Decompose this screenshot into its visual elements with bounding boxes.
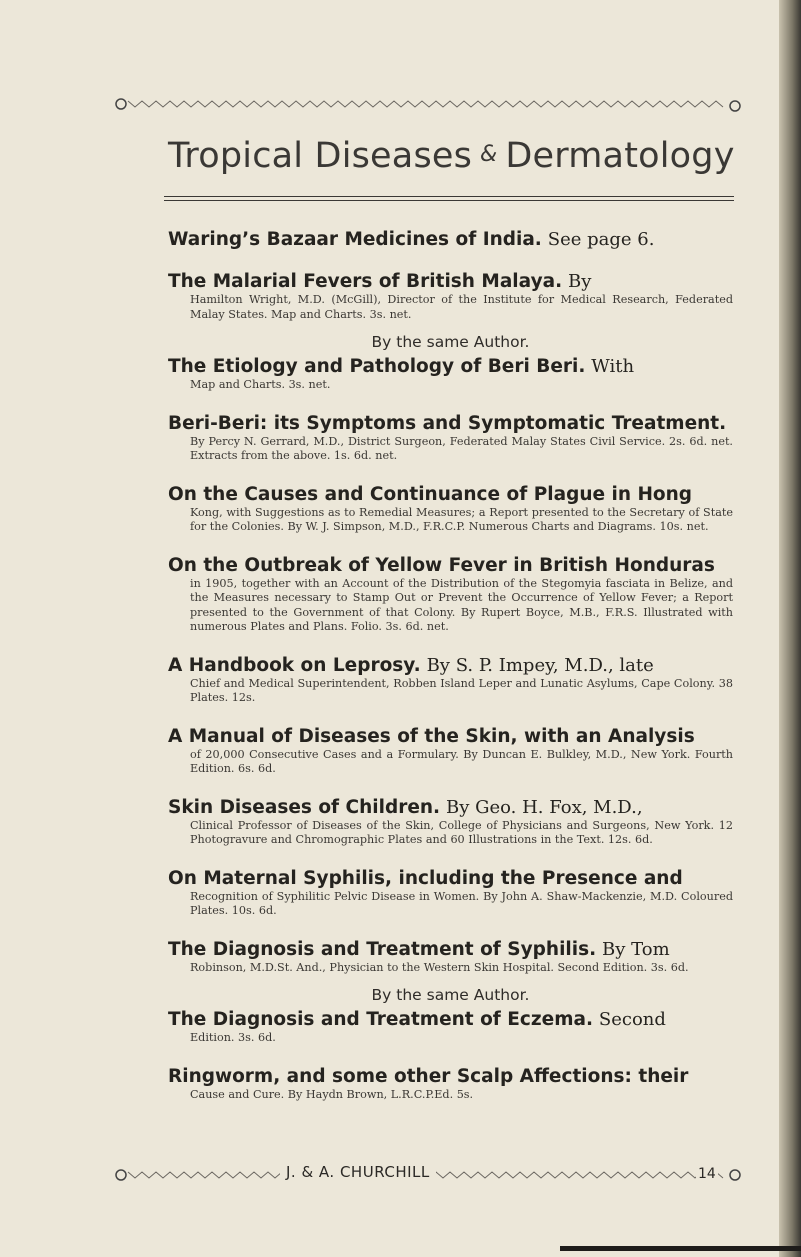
header-ampersand: &: [480, 142, 498, 167]
entry-description: By Percy N. Gerrard, M.D., District Surgeon, Federated Malay States Civil Service. 2s. 6d. net. Extracts from the above. 1s. 6d. net.: [190, 434, 733, 462]
catalogue-entry: [168, 867, 733, 919]
publisher-name: J. & A. CHURCHILL: [280, 1163, 436, 1181]
entry-description: Clinical Professor of Diseases of the Skin, College of Physicians and Surgeons, New York. 12 Photogravure and Chromographic Plates and 60 Illustrations in the Text. 12s. 6d.: [190, 818, 733, 846]
catalogue-list: [168, 228, 733, 1121]
header-rule-top: [164, 196, 734, 197]
entry-title: A Handbook on Leprosy.: [168, 654, 421, 676]
entry-title-tail: With: [591, 356, 635, 377]
entry-title-tail: See page 6.: [547, 229, 655, 250]
catalogue-entry: [168, 796, 733, 848]
entry-title: On the Causes and Continuance of Plague in Hong: [168, 483, 693, 505]
same-author-note-2: By the same Author.: [371, 986, 530, 1004]
bottom-left-ring: [116, 1170, 126, 1180]
entry-description: Kong, with Suggestions as to Remedial Measures; a Report presented to the Secretary of State for the Colonies. By W. J. Simpson, M.D., F.R.C.P. Numerous Charts and Diagrams. 10s. net.: [190, 505, 733, 533]
entry-title-tail: By: [568, 271, 592, 292]
top-wave-line: [128, 101, 723, 107]
entry-title: The Etiology and Pathology of Beri Beri.: [168, 356, 586, 377]
entry-title: On Maternal Syphilis, including the Presence and: [168, 867, 683, 889]
catalogue-entry: [168, 483, 733, 535]
entry-description: Cause and Cure. By Haydn Brown, L.R.C.P.Ed. 5s.: [190, 1087, 474, 1101]
entry-title: Ringworm, and some other Scalp Affections: their: [168, 1065, 689, 1087]
entry-title: A Manual of Diseases of the Skin, with an Analysis: [168, 725, 695, 747]
entry-title: Beri-Beri: its Symptoms and Symptomatic Treatment.: [168, 412, 727, 434]
top-ornamental-border: [0, 85, 801, 125]
bottom-right-ring: [730, 1170, 740, 1180]
catalogue-entry: [168, 355, 733, 393]
top-right-ring: [730, 101, 740, 111]
entry-description: Hamilton Wright, M.D. (McGill), Director of the Institute for Medical Research, Federated Malay States. Map and Charts. 3s. net.: [190, 293, 733, 321]
entry-title: The Diagnosis and Treatment of Syphilis.: [168, 938, 597, 960]
catalogue-entry: [168, 654, 733, 706]
catalogue-entry: [168, 725, 733, 777]
entry-title: Skin Diseases of Children.: [168, 796, 441, 818]
entry-title-tail: By S. P. Impey, M.D., late: [426, 654, 654, 676]
entry-description: Chief and Medical Superintendent, Robben Island Leper and Lunatic Asylums, Cape Colony. 38 Plates. 12s.: [190, 676, 733, 704]
entry-title: On the Outbreak of Yellow Fever in British Honduras: [168, 554, 715, 576]
page-edge-shadow: [779, 0, 801, 1257]
entry-title: The Diagnosis and Treatment of Eczema.: [168, 1009, 593, 1030]
entry-title-tail: Second: [598, 1009, 666, 1030]
catalogue-entry: [168, 228, 733, 251]
page-number: 14: [698, 1166, 716, 1182]
entry-title: Waring’s Bazaar Medicines of India.: [168, 229, 542, 250]
catalogue-entry: [168, 412, 733, 464]
page-bottom-edge: [560, 1246, 801, 1251]
entry-description: Recognition of Syphilitic Pelvic Disease in Women. By John A. Shaw-Mackenzie, M.D. Coloured Plates. 10s. 6d.: [190, 889, 733, 917]
top-left-ring: [116, 99, 126, 109]
catalogue-entry: [168, 270, 733, 322]
page-header: [168, 136, 735, 176]
catalogue-entry: [168, 1008, 733, 1046]
header-rule-bottom: [164, 200, 734, 201]
entry-description: Robinson, M.D.St. And., Physician to the Western Skin Hospital. Second Edition. 3s. 6d.: [190, 960, 689, 974]
same-author-note: By the same Author.: [371, 333, 530, 351]
entry-description: Edition. 3s. 6d.: [190, 1031, 276, 1044]
catalogue-entry: [168, 938, 733, 976]
entry-title-tail: By Geo. H. Fox, M.D.,: [445, 796, 643, 818]
entry-title: The Malarial Fevers of British Malaya.: [168, 271, 563, 292]
header-title-left: Tropical Diseases: [168, 136, 473, 176]
catalogue-entry: [168, 554, 733, 635]
catalogue-entry: [168, 1065, 733, 1103]
entry-description: of 20,000 Consecutive Cases and a Formulary. By Duncan E. Bulkley, M.D., New York. Fourth Edition. 6s. 6d.: [190, 747, 733, 775]
entry-description: in 1905, together with an Account of the Distribution of the Stegomyia fasciata in Belize, and the Measures necessary to Stamp Out or Prevent the Occurrence of Yellow Fever; a Report presented to the Government of that Colony. By Rupert Boyce, M.B., F.R.S. Illustrated with numerous Plates and Plans. Folio. 3s. 6d. net.: [190, 576, 733, 633]
header-title-right: Dermatology: [505, 136, 735, 176]
entry-title-tail: By Tom: [602, 938, 670, 960]
entry-description: Map and Charts. 3s. net.: [190, 378, 331, 391]
